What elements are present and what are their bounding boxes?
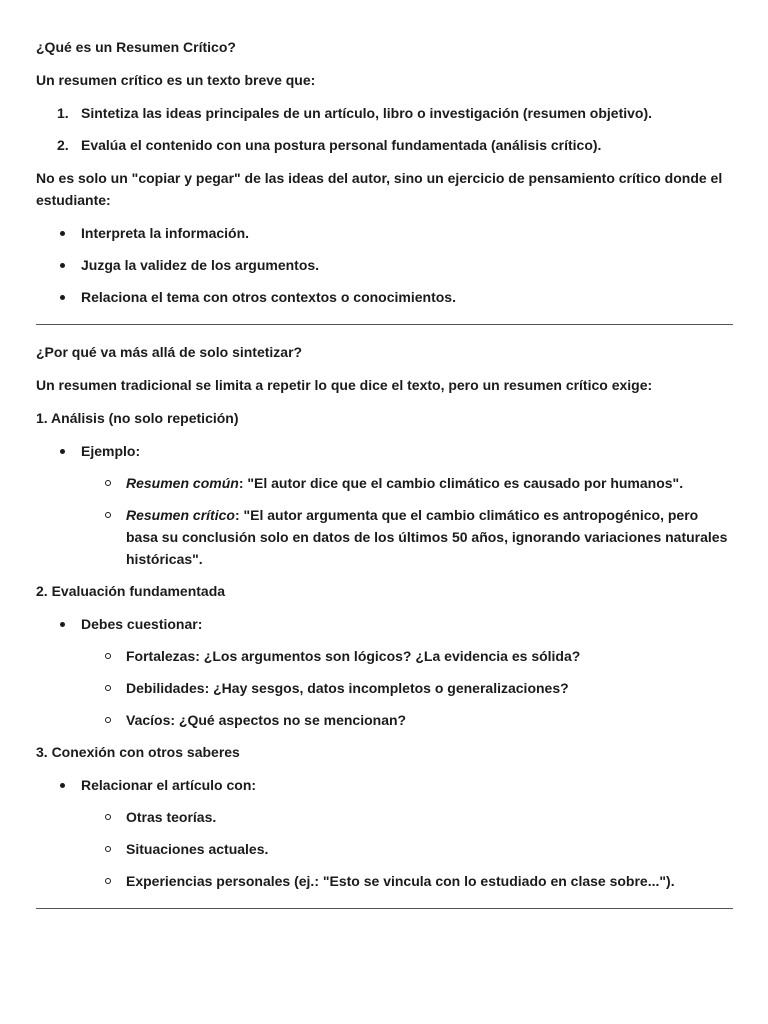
point-heading: 2. Evaluación fundamentada — [36, 583, 226, 599]
sub-bullet-item — [126, 806, 733, 828]
sub-bullet-item — [126, 870, 733, 892]
numbered-item-text: Sintetiza las ideas principales de un artículo, libro o investigación (resumen objetivo). — [81, 105, 653, 121]
document-page — [36, 36, 733, 925]
bullet-text: Debes cuestionar: — [81, 616, 203, 632]
section-title-por-que: ¿Por qué va más allá de solo sintetizar? — [36, 344, 303, 360]
hollow-circle-bullet-icon — [105, 846, 111, 852]
sub-bullet-text: Vacíos: ¿Qué aspectos no se mencionan? — [126, 712, 407, 728]
example-label: Resumen común — [126, 475, 239, 491]
bullet-item — [81, 774, 733, 892]
sub-bullet-item — [126, 709, 733, 731]
sub-bullet-list — [81, 472, 733, 570]
bullet-text: Ejemplo: — [81, 443, 141, 459]
point-heading: 1. Análisis (no solo repetición) — [36, 410, 239, 426]
example-text: : "El autor dice que el cambio climático es causado por humanos". — [238, 475, 684, 491]
list-number: 1. — [57, 105, 69, 121]
bullet-item — [81, 254, 733, 276]
bullet-text: Juzga la validez de los argumentos. — [81, 257, 320, 273]
hollow-circle-bullet-icon — [105, 480, 111, 486]
bullet-text: Relaciona el tema con otros contextos o conocimientos. — [81, 289, 456, 305]
hollow-circle-bullet-icon — [105, 878, 111, 884]
bullet-list — [36, 613, 733, 731]
bullet-text: Interpreta la información. — [81, 225, 250, 241]
bullet-item — [81, 222, 733, 244]
hollow-circle-bullet-icon — [105, 653, 111, 659]
bullet-item — [81, 613, 733, 731]
sub-bullet-text: Fortalezas: ¿Los argumentos son lógicos? ¿La evidencia es sólida? — [126, 648, 581, 664]
sub-bullet-text: Otras teorías. — [126, 809, 217, 825]
numbered-item-text: Evalúa el contenido con una postura personal fundamentada (análisis crítico). — [81, 137, 602, 153]
horizontal-divider — [36, 908, 733, 909]
example-text: : "El autor argumenta que el cambio climático es antropogénico, pero basa su conclusión solo en datos de los últimos 50 años, ignorando variaciones naturales históricas". — [126, 507, 728, 567]
bullet-dot-icon — [60, 449, 65, 454]
bullet-list — [36, 440, 733, 570]
intro-paragraph: Un resumen tradicional se limita a repetir lo que dice el texto, pero un resumen crítico exige: — [36, 377, 653, 393]
hollow-circle-bullet-icon — [105, 717, 111, 723]
sub-bullet-text: Experiencias personales (ej.: "Esto se vincula con lo estudiado en clase sobre..."). — [126, 873, 675, 889]
sub-bullet-item — [126, 838, 733, 860]
bullet-dot-icon — [60, 622, 65, 627]
hollow-circle-bullet-icon — [105, 814, 111, 820]
section-title-que-es: ¿Qué es un Resumen Crítico? — [36, 39, 236, 55]
bullet-dot-icon — [60, 783, 65, 788]
bullet-item — [81, 440, 733, 570]
example-label: Resumen crítico — [126, 507, 235, 523]
body-paragraph: No es solo un "copiar y pegar" de las ideas del autor, sino un ejercicio de pensamiento crítico donde el estudiante: — [36, 170, 723, 208]
horizontal-divider — [36, 324, 733, 325]
bullet-item — [81, 286, 733, 308]
numbered-list — [36, 102, 733, 156]
sub-bullet-item — [126, 645, 733, 667]
hollow-circle-bullet-icon — [105, 512, 111, 518]
sub-bullet-list — [81, 645, 733, 731]
sub-bullet-text: Debilidades: ¿Hay sesgos, datos incompletos o generalizaciones? — [126, 680, 569, 696]
point-heading: 3. Conexión con otros saberes — [36, 744, 240, 760]
hollow-circle-bullet-icon — [105, 685, 111, 691]
sub-bullet-item — [126, 504, 733, 570]
sub-bullet-list — [81, 806, 733, 892]
bullet-list — [36, 774, 733, 892]
bullet-list — [36, 222, 733, 308]
numbered-item — [57, 134, 733, 156]
bullet-dot-icon — [60, 231, 65, 236]
bullet-text: Relacionar el artículo con: — [81, 777, 257, 793]
numbered-item — [57, 102, 733, 124]
intro-paragraph: Un resumen crítico es un texto breve que: — [36, 72, 316, 88]
bullet-dot-icon — [60, 263, 65, 268]
sub-bullet-item — [126, 677, 733, 699]
sub-bullet-item — [126, 472, 733, 494]
sub-bullet-text: Situaciones actuales. — [126, 841, 269, 857]
list-number: 2. — [57, 137, 69, 153]
bullet-dot-icon — [60, 295, 65, 300]
